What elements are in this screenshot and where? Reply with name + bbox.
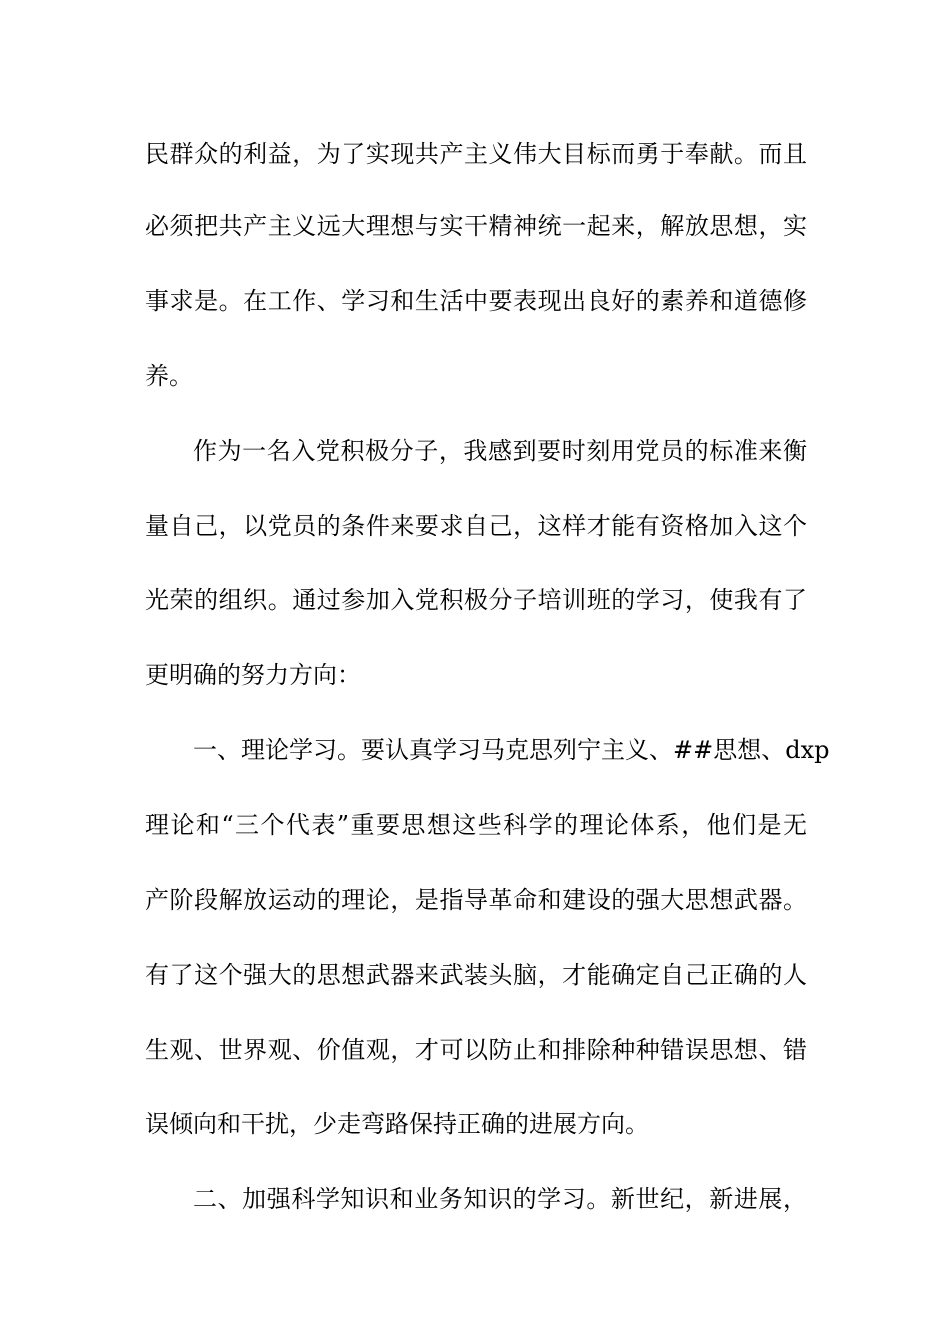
paragraph-first-line: 作为一名入党积极分子，我感到要时刻用党员的标准来衡 [193, 437, 807, 465]
paragraph-first-line: 二、加强科学知识和业务知识的学习。新世纪，新进展， [193, 1185, 807, 1213]
text-line: 必须把共产主义远大理想与实干精神统一起来，解放思想，实 [145, 212, 807, 240]
text-line: 理论和“三个代表”重要思想这些科学的理论体系，他们是无 [145, 811, 807, 839]
text-line: 生观、世界观、价值观，才可以防止和排除种种错误思想、错 [145, 1036, 807, 1064]
text-line: 产阶段解放运动的理论，是指导革命和建设的强大思想武器。 [145, 886, 807, 914]
text-line: 量自己，以党员的条件来要求自己，这样才能有资格加入这个 [145, 512, 807, 540]
paragraph-first-line: 一、理论学习。要认真学习马克思列宁主义、##思想、dxp [193, 736, 830, 764]
text-line: 养。 [145, 362, 193, 390]
text-line: 光荣的组织。通过参加入党积极分子培训班的学习，使我有了 [145, 586, 807, 614]
text-line: 更明确的努力方向： [145, 661, 361, 689]
text-line: 事求是。在工作、学习和生活中要表现出良好的素养和道德修 [145, 287, 807, 315]
text-line: 误倾向和干扰，少走弯路保持正确的进展方向。 [145, 1110, 649, 1138]
text-line: 民群众的利益，为了实现共产主义伟大目标而勇于奉献。而且 [145, 140, 807, 168]
text-line: 有了这个强大的思想武器来武装头脑，才能确定自己正确的人 [145, 961, 807, 989]
